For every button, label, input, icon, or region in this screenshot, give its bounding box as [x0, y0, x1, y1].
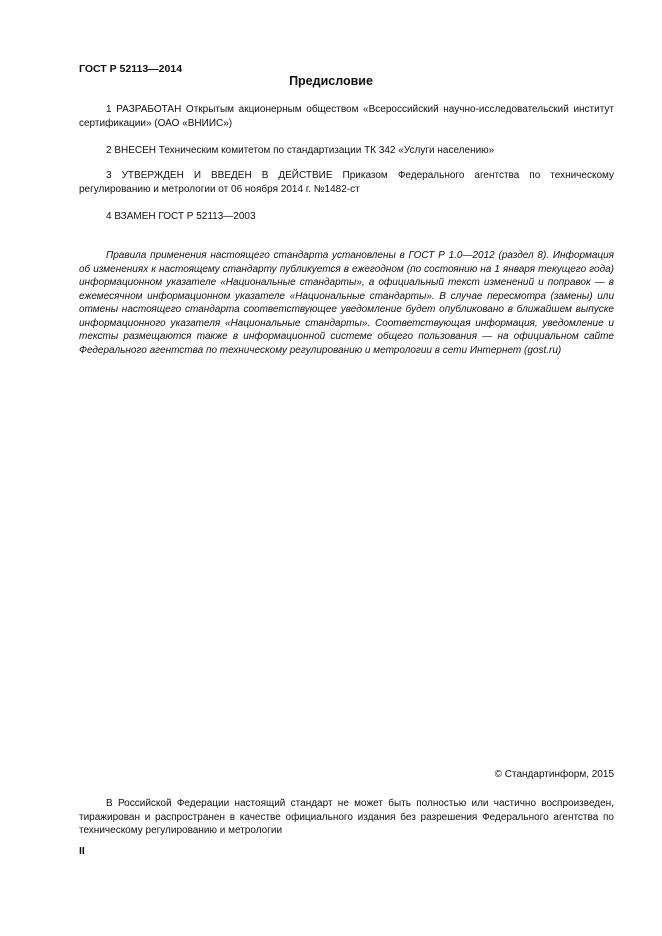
foreword-item-submitted: 2 ВНЕСЕН Техническим комитетом по стандартизации ТК 342 «Услуги населению» [106, 145, 495, 156]
document-code: ГОСТ Р 52113—2014 [79, 63, 183, 75]
foreword-item-developed: 1 РАЗРАБОТАН Открытым акционерным обществом «Всероссийский научно-исследовательский институт сертификации» (ОАО «ВНИИС») [79, 104, 614, 129]
page-number: II [79, 845, 85, 857]
foreword-item-replaces: 4 ВЗАМЕН ГОСТ Р 52113—2003 [106, 211, 256, 222]
reproduction-notice: В Российской Федерации настоящий стандарт не может быть полностью или частично воспроизведен, тиражирован и распространен в качестве официального издания без разрешения Федерального агентства по техническому регулированию и метрологии [79, 798, 614, 836]
foreword-item-approved: 3 УТВЕРЖДЕН И ВВЕДЕН В ДЕЙСТВИЕ Приказом Федерального агентства по техническому регулированию и метрологии от 06 ноября 2014 г. №1482-ст [79, 170, 614, 195]
application-rules-note: Правила применения настоящего стандарта установлены в ГОСТ Р 1.0—2012 (раздел 8). Информация об изменениях к настоящему стандарту публикуется в ежегодном (по состоянию на 1 января текущего года) информационном указателе «Национальные стандарты», а официальный текст изменений и поправок — в ежемесячном информационном указателе «Национальные стандарты». В случае пересмотра (замены) или отмены настоящего стандарта соответствующее уведомление будет опубликовано в ближайшем выпуске информационного указателя «Национальные стандарты». Соответствующая информация, уведомление и тексты размещаются также в информационной системе общего пользования — на официальном сайте Федерального агентства по техническому регулированию и метрологии в сети Интернет (gost.ru) [79, 250, 614, 356]
page-title: Предисловие [289, 74, 373, 88]
copyright-line: © Стандартинформ, 2015 [494, 769, 614, 780]
